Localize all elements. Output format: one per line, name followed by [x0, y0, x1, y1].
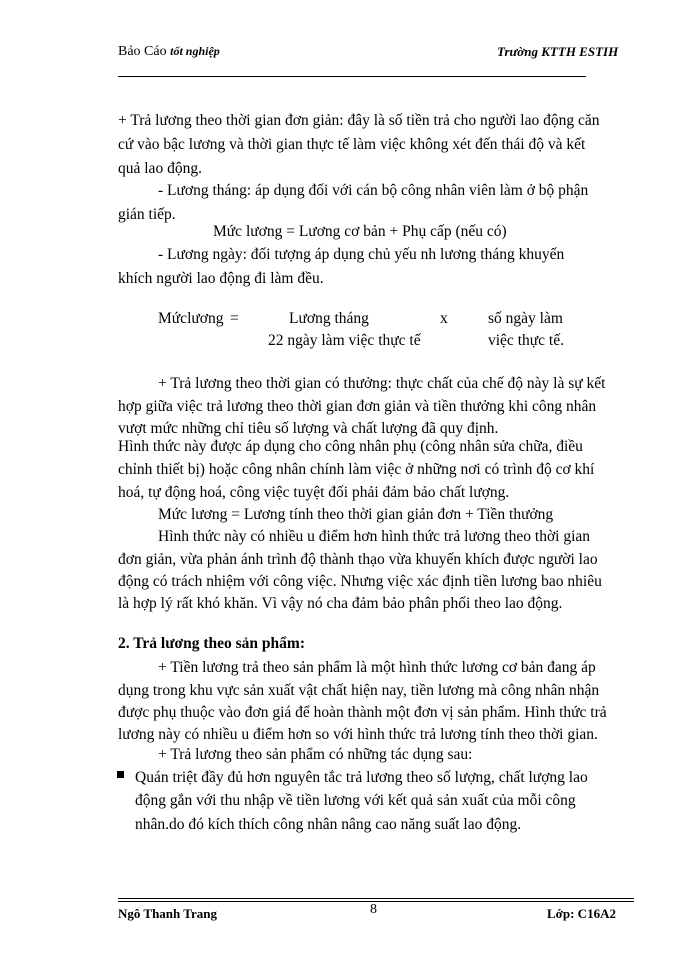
formula-numerator: Lương tháng [289, 310, 369, 327]
paragraph-line: dụng trong khu vực sản xuất vật chất hiện nay, tiền lương mà công nhân nhận [118, 682, 600, 699]
header-school: Trường KTTH ESTIH [497, 44, 619, 59]
paragraph-line: động có trách nhiệm với công việc. Nhưng việc xác định tiền lương bao nhiêu [118, 573, 602, 590]
paragraph-line: - Lương tháng: áp dụng đối với cán bộ công nhân viên làm ở bộ phận [158, 182, 589, 199]
formula-right-bottom: việc thực tế. [488, 332, 564, 349]
section-heading: 2. Trả lương theo sản phẩm: [118, 635, 305, 652]
footer-author: Ngô Thanh Trang [118, 906, 217, 921]
header-title-italic: tốt nghiệp [170, 44, 220, 58]
paragraph-line: + Trả lương theo thời gian đơn giản: đây là số tiền trả cho người lao động căn [118, 112, 600, 129]
paragraph-line: khích người lao động đi làm đều. [118, 270, 324, 287]
bullet-line: động gắn với thu nhập về tiền lương với kết quả sản xuất của mỗi công [135, 792, 576, 809]
paragraph-line: + Trả lương theo thời gian có thưởng: thực chất của chế độ này là sự kết [158, 375, 606, 392]
paragraph-line: cứ vào bậc lương và thời gian thực tế làm việc không xét đến thái độ và kết [118, 136, 586, 153]
paragraph-line: + Tiền lương trả theo sản phẩm là một hình thức lương cơ bản đang áp [158, 659, 596, 676]
paragraph-line: chỉnh thiết bị) hoặc công nhân chính làm việc ở những nơi có trình độ cơ khí [118, 461, 595, 478]
footer-rule [118, 898, 634, 899]
square-bullet-icon [117, 771, 124, 778]
bullet-line: Quán triệt đầy đủ hơn nguyên tắc trả lương theo số lượng, chất lượng lao [135, 769, 588, 786]
formula-equals: = [230, 310, 239, 327]
paragraph-line: hoá, tự động hoá, công việc tuyệt đối phải đảm bảo chất lượng. [118, 484, 510, 501]
paragraph-line: quả lao động. [118, 160, 202, 177]
paragraph-line: được phụ thuộc vào đơn giá để hoàn thành một đơn vị sản phẩm. Hình thức trả [118, 704, 607, 721]
bullet-line: nhân.do đó kích thích công nhân nâng cao năng suất lao động. [135, 816, 522, 833]
paragraph-line: vượt mức những chỉ tiêu số lượng và chất lượng đã quy định. [118, 420, 499, 437]
paragraph-line: gián tiếp. [118, 206, 176, 223]
footer-class: Lớp: C16A2 [547, 906, 616, 921]
formula-line: Mức lương = Lương tính theo thời gian giản đơn + Tiền thưởng [158, 506, 554, 523]
formula-times: x [440, 310, 448, 327]
formula-label: Mứclương [158, 310, 224, 327]
header-title [118, 44, 220, 60]
formula-right-top: số ngày làm [488, 310, 563, 327]
paragraph-line: là hợp lý rất khó khăn. Vì vậy nó cha đảm bảo phân phối theo lao động. [118, 595, 563, 612]
paragraph-line: Hình thức này được áp dụng cho công nhân phụ (công nhân sửa chữa, điều [118, 438, 583, 455]
page-number: 8 [370, 902, 377, 917]
formula-line: Mức lương = Lương cơ bản + Phụ cấp (nếu có) [213, 223, 507, 240]
paragraph-line: Hình thức này có nhiều u điểm hơn hình thức trả lương theo thời gian [158, 528, 591, 545]
paragraph-line: đơn giản, vừa phản ánh trình độ thành thạo vừa khuyến khích được người lao [118, 551, 598, 568]
paragraph-line: - Lương ngày: đối tượng áp dụng chủ yếu nh lương tháng khuyến [158, 246, 565, 263]
header-rule [118, 76, 586, 77]
paragraph-line: + Trả lương theo sản phẩm có những tác dụng sau: [158, 746, 473, 763]
formula-denominator: 22 ngày làm việc thực tế [268, 332, 421, 349]
paragraph-line: lương này có nhiều u điểm hơn so với hình thức trả lương tính theo thời gian. [118, 726, 598, 743]
header-title-prefix: Bảo Cáo [118, 44, 171, 59]
paragraph-line: hợp giữa việc trả lương theo thời gian đơn giản và tiền thưởng khi công nhân [118, 398, 597, 415]
